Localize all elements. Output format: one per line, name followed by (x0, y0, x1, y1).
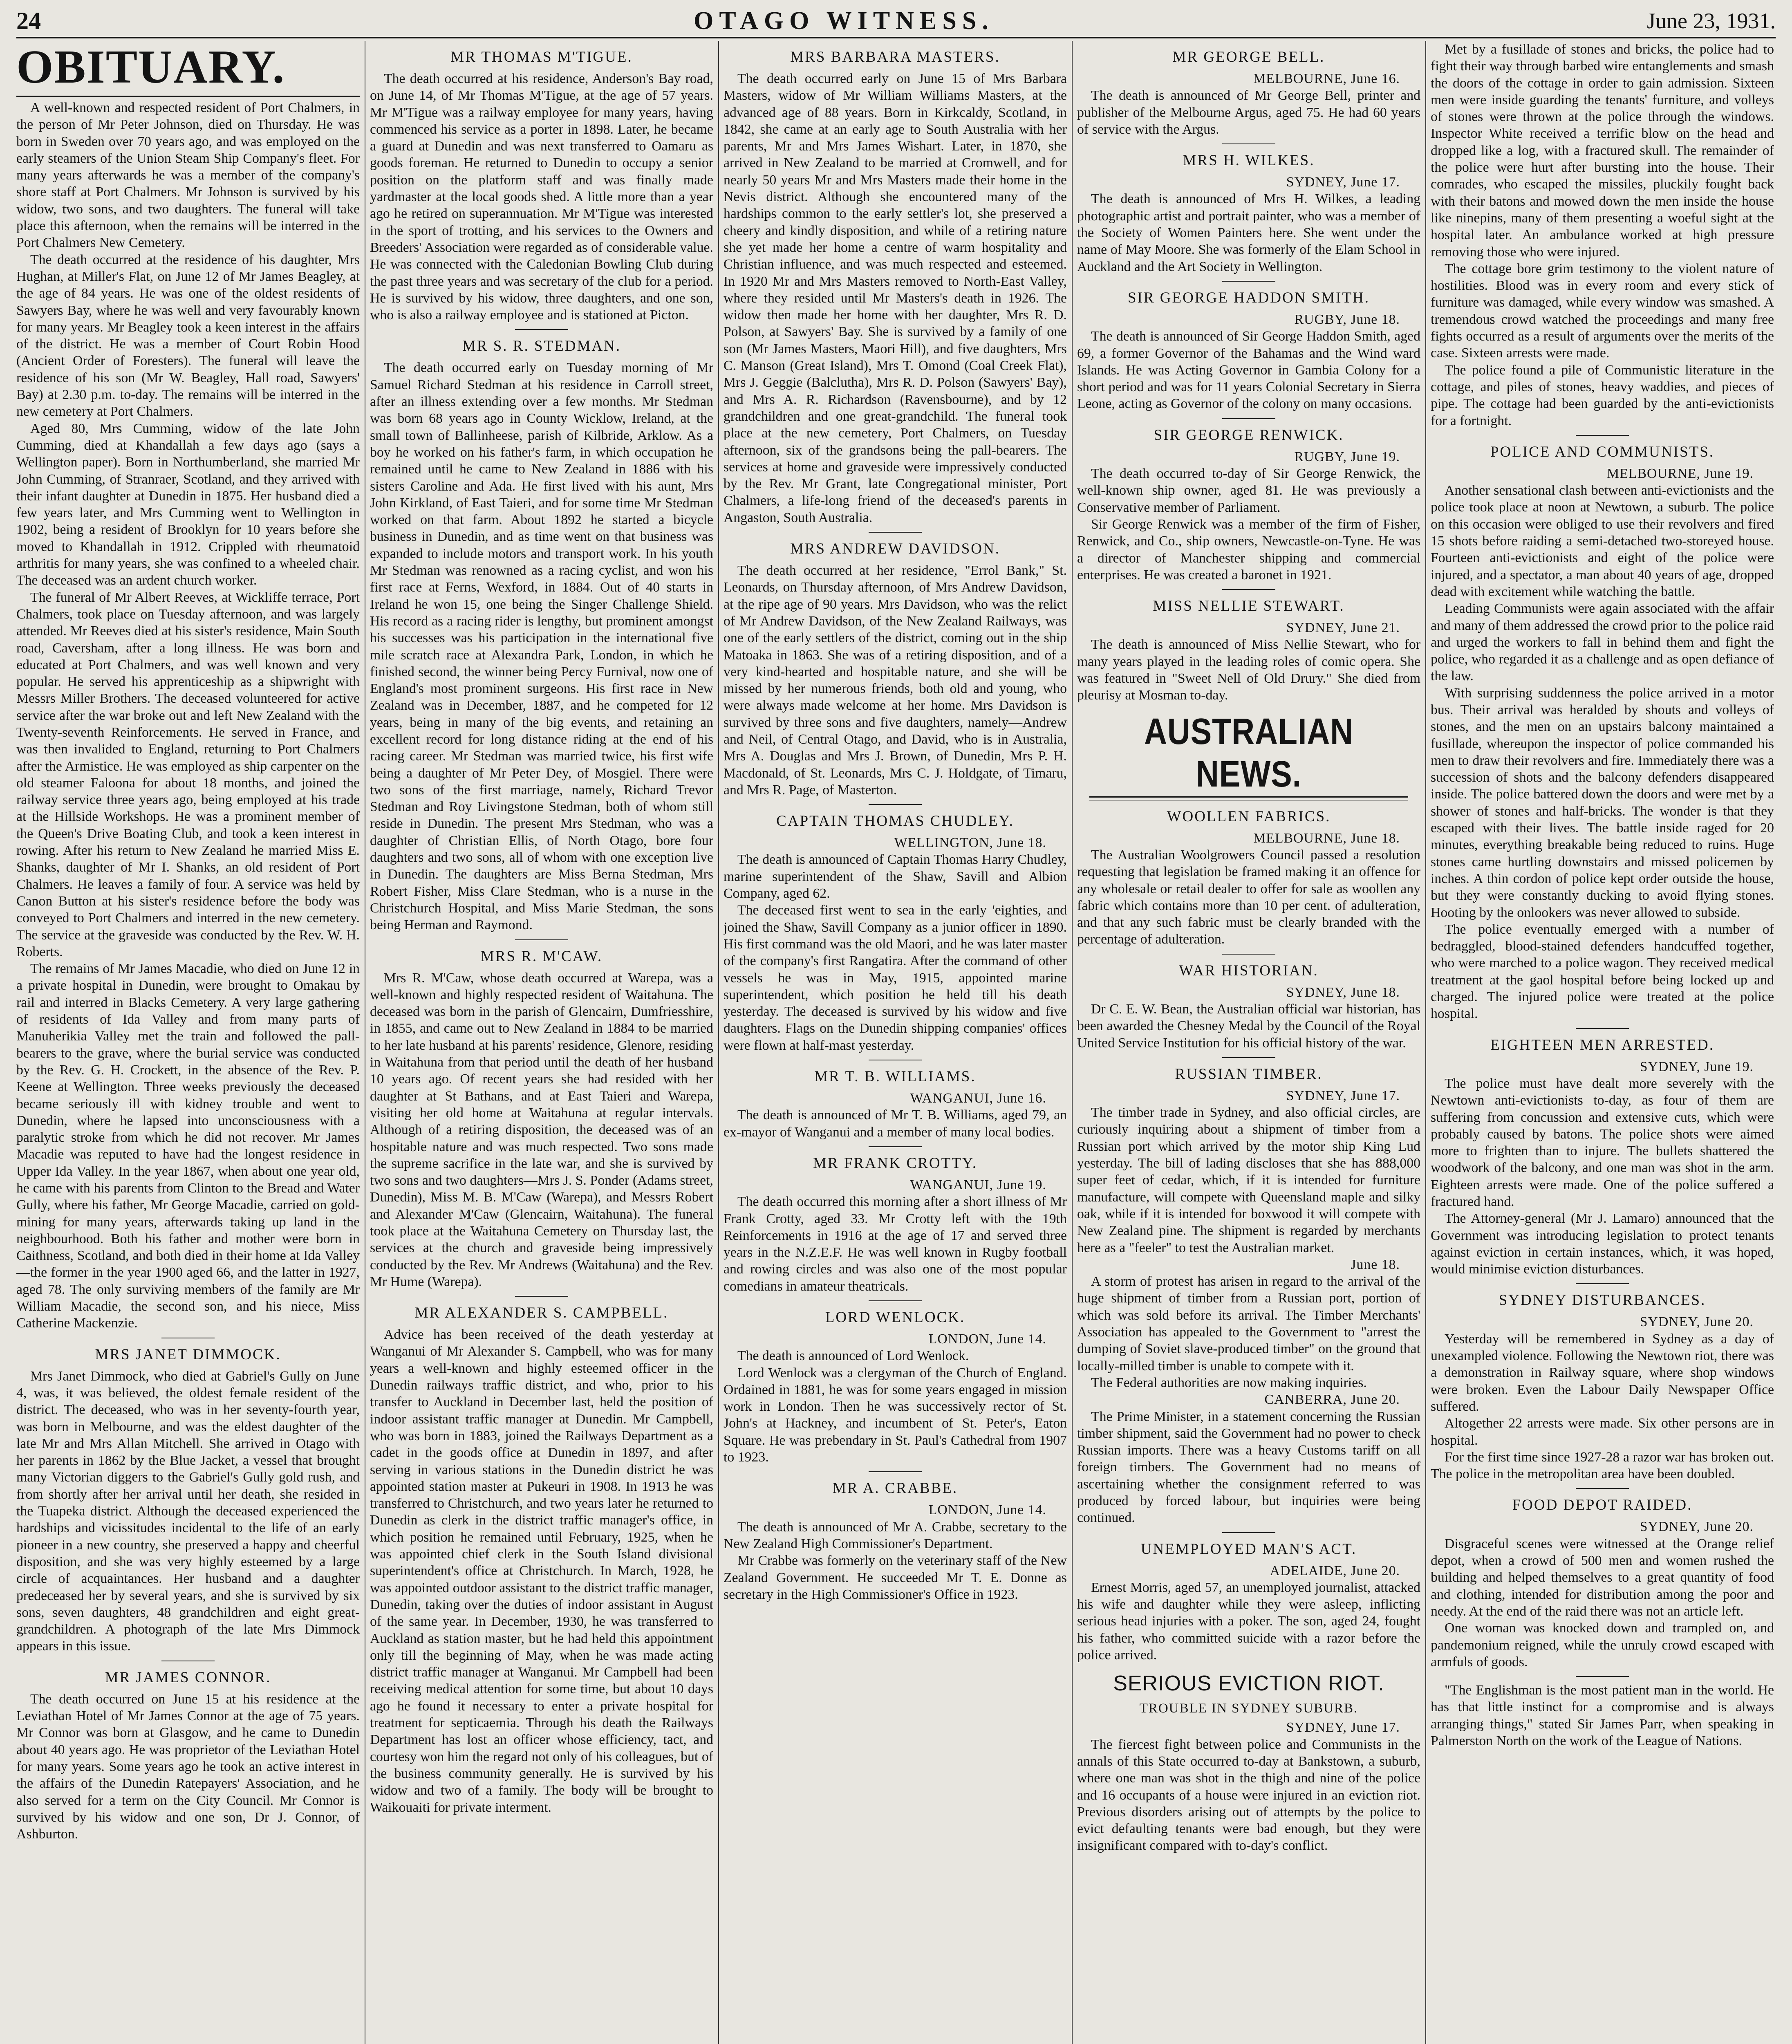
separator (1222, 954, 1275, 955)
australian-news-banner: AUSTRALIAN NEWS. (1144, 711, 1353, 795)
dateline: CANBERRA, June 20. (1264, 1392, 1400, 1407)
dateline: SYDNEY, June 20. (1640, 1519, 1754, 1535)
article-heading: SIR GEORGE HADDON SMITH. (1127, 289, 1370, 306)
separator (1222, 1057, 1275, 1058)
article-paragraph: The death occurred on June 15 at his residence at the Leviathan Hotel of Mr James Connor at the age of 75 years. Mr Connor was born at Glasgow, and he came to Dunedin about 40 years ago. He was proprietor of the Leviathan Hotel for many years. Some years ago he took an active interest in the affairs of the Dunedin Ratepayers' Association, and he also served for a term on the City Council. Mr Connor is survived by his widow and one son, Dr J. Connor, of Ashburton. (16, 1691, 360, 1842)
dateline: WANGANUI, June 16. (910, 1091, 1046, 1106)
article-heading: LORD WENLOCK. (825, 1309, 965, 1326)
dateline: LONDON, June 14. (928, 1502, 1046, 1518)
separator (869, 532, 922, 533)
separator (1222, 418, 1275, 419)
article-paragraph: The Australian Woolgrowers Council passed a resolution requesting that legislation be framed making it an offence for any wholesale or retail dealer to offer for sale as woollen any fabric which contains more than 10 per cent. of adulteration, and that any such fabric must be clearly branded with the percentage of adulteration. (1077, 847, 1420, 947)
article-paragraph: Ernest Morris, aged 57, an unemployed journalist, attacked his wife and daughter while they were asleep, inflicting serious head injuries with a poker. The son, aged 24, fought his father, who committed suicide with a razor before the police arrived. (1077, 1580, 1420, 1663)
article-heading: SYDNEY DISTURBANCES. (1499, 1292, 1706, 1309)
dateline: June 18. (1351, 1257, 1400, 1272)
article-paragraph: Advice has been received of the death yesterday at Wanganui of Mr Alexander S. Campbell, who was for many years a well-known and highly esteemed officer in the Dunedin railways traffic district, and who, prior to his transfer to Auckland in December last, held the position of indoor assistant traffic manager at Dunedin. Mr Campbell, who was born in 1883, joined the Railways Department as a cadet in the goods office at Dunedin in 1897, and after serving in various stations in the Dunedin district he was appointed station master at Pukeuri in 1908. In 1913 he was transferred to Christchurch, and two years later he returned to Dunedin as clerk in the district traffic manager's office, in which position he remained until February, 1925, when he was appointed chief clerk in the South Island divisional superintendent's office at Christchurch. In March, 1928, he was appointed outdoor assistant to the district traffic manager, Dunedin, taking over the duties of indoor assistant in August of the same year. In December, 1930, he was transferred to Auckland as station master, but he had held this appointment only till the beginning of May, when he was made acting district traffic manager at Wanganui. Mr Campbell had been receiving medical attention for some time, but about 10 days ago he found it necessary to enter a private hospital for treatment for septicaemia. Through his death the Railways Department has lost an officer whose efficiency, tact, and courtesy won him the regard not only of his colleagues, but of the business community generally. He is survived by his widow and two of a family. The body will be brought to Waikouaiti for private interment. (370, 1327, 713, 1815)
article-heading: MRS H. WILKES. (1183, 152, 1315, 169)
separator (1576, 1028, 1629, 1029)
dateline: WANGANUI, June 19. (910, 1177, 1046, 1192)
article-paragraph: Sir George Renwick was a member of the firm of Fisher, Renwick, and Co., ship owners, Newcastle-on-Tyne. He was a director of Manchester shipping and commercial enterprises. He was created a baronet in 1921. (1077, 516, 1420, 583)
article-paragraph: Dr C. E. W. Bean, the Australian official war historian, has been awarded the Chesney Medal by the Council of the Royal United Service Institution for his official history of the war. (1077, 1001, 1420, 1051)
article-paragraph: The death is announced of Miss Nellie Stewart, who for many years played in the leading roles of comic opera. She was featured in "Sweet Nell of Old Drury." She died from pleurisy at Mosman to-day. (1077, 637, 1420, 703)
column-1 (16, 41, 360, 2044)
article-paragraph: The death is announced of Mr T. B. Williams, aged 79, an ex-mayor of Wanganui and a member of many local bodies. (724, 1107, 1067, 1140)
masthead (16, 5, 1776, 38)
riot-headline: SERIOUS EVICTION RIOT. (1113, 1672, 1384, 1696)
obituary-paragraph: The remains of Mr James Macadie, who died on June 12 in a private hospital in Dunedin, were brought to Omakau by rail and interred in Blacks Cemetery. A very large gathering of residents of Ida Valley and from many parts of Manuherikia Valley met the train and followed the pall-bearers to the grave, where the burial service was conducted by the Rev. G. H. Crockett, in the absence of the Rev. P. Keene at Wellington. Three weeks previously the deceased became seriously ill with kidney trouble and went to Dunedin, where he lapsed into unconsciousness with a paralytic stroke from which he did not recover. Mr James Macadie was reputed to have had the longest residence in Upper Ida Valley. In the year 1867, when about one year old, he came with his parents from Clinton to the Bread and Water Gully, where his father, Mr George Macadie, carried on gold-mining for many years, afterwards taking up land in the neighbourhood. Both his father and mother were born in Caithness, Scotland, and both died in their home at Ida Valley—the former in the year 1900 aged 66, and the latter in 1927, aged 78. The only surviving members of the family are Mr William Macadie, the second son, and his niece, Miss Catherine Mackenzie. (16, 961, 360, 1331)
article-heading: MRS R. M'CAW. (480, 948, 603, 965)
article-paragraph: The timber trade in Sydney, and also official circles, are curiously inquiring about a shipment of timber from a Russian port which arrived by the motor ship King Lud yesterday. The bill of lading discloses that she has 888,000 super feet of cedar, which, if it is intended for furniture manufacture, will compete with Queensland maple and silky oak, while if it is intended for boxwood it will compete with New Zealand pine. The shipment is regarded by merchants here as a "feeler" to test the Australian market. (1077, 1105, 1420, 1255)
obituary-paragraph: A well-known and respected resident of Port Chalmers, in the person of Mr Peter Johnson, died on Thursday. He was born in Sweden over 70 years ago, and was employed on the early steamers of the Union Steam Ship Company's fleet. For many years afterwards he was a member of the company's shore staff at Port Chalmers. Mr Johnson is survived by his widow, two sons, and two daughters. The funeral will take place this afternoon, when the remains will be interred in the Port Chalmers New Cemetery. (16, 100, 360, 251)
article-paragraph: The police must have dealt more severely with the Newtown anti-evictionists to-day, as four of them are suffering from concussion and extensive cuts, which were probably caused by batons. The police shots were aimed more to frighten than to injure. The bullets shattered the woodwork of the balcony, and one man was shot in the arm. Eighteen arrests were made. One of the police suffered a fractured hand. (1431, 1076, 1774, 1209)
article-paragraph: The death occurred at his residence, Anderson's Bay road, on June 14, of Mr Thomas M'Tigue, at the age of 57 years. Mr M'Tigue was a railway employee for many years, having commenced his service as a porter in 1898. Later, he became a guard at Dunedin and was next transferred to Oamaru as goods foreman. He returned to Dunedin to occupy a senior position on the platform staff and was finally made yardmaster at the local goods shed. A little more than a year ago he retired on superannuation. Mr M'Tigue was interested in the sport of trotting, and his services to the Owners and Breeders' Association were regarded as of considerable value. He was connected with the Caledonian Bowling Club during the past three years and was secretary of the club for a period. He is survived by his widow, three daughters, and one son, who is also a railway employee and is stationed at Picton. (370, 71, 713, 323)
article-heading: MR FRANK CROTTY. (813, 1154, 977, 1172)
column-rule (1425, 41, 1426, 2044)
article-paragraph: The Attorney-general (Mr J. Lamaro) announced that the Government was introducing legislation to protect tenants against eviction in certain instances, which, it was hoped, would minimise eviction disturbances. (1431, 1211, 1774, 1277)
article-paragraph: The death is announced of Mr George Bell, printer and publisher of the Melbourne Argus, aged 75. He had 60 years of service with the Argus. (1077, 88, 1420, 137)
article-paragraph: Mrs Janet Dimmock, who died at Gabriel's Gully on June 4, was, it was believed, the oldest female resident of the district. The deceased, who was in her seventy-fourth year, was born in Melbourne, and was the eldest daughter of the late Mr and Mrs Allan Mitchell. She arrived in Otago with her parents in 1862 by the Blue Jacket, a vessel that brought many Victorian diggers to the Gabriel's Gully gold rush, and from shortly after her arrival until her death, she resided in the Tuapeka district. Although the deceased experienced the hardships and vicissitudes incidental to the life of an early pioneer in a new country, she preserved a happy and cheerful disposition, and she was very highly esteemed by a large circle of acquaintances. Her husband and a daughter predeceased her by several years, and she is survived by six sons, seven daughters, 48 grandchildren and eight great-grandchildren. A photograph of the late Mrs Dimmock appears in this issue. (16, 1368, 360, 1654)
column-4 (1077, 41, 1420, 2044)
closing-quote: "The Englishman is the most patient man in the world. He has that little instinct for a compromise and is always arranging things," stated Sir James Parr, when speaking in Palmerston North on the work of the League of Nations. (1431, 1683, 1774, 1749)
column-rule (1072, 41, 1073, 2044)
separator (1576, 1488, 1629, 1489)
separator (515, 329, 568, 330)
dateline: LONDON, June 14. (928, 1331, 1046, 1347)
issue-date: June 23, 1931. (1647, 9, 1776, 33)
article-paragraph: The police eventually emerged with a number of bedraggled, blood-stained defenders handcuffed together, who were marched to a police wagon. They received medical treatment at the gaol hospital before being locked up and charged. The injured police were treated at the police hospital. (1431, 921, 1774, 1022)
article-paragraph: One woman was knocked down and trampled on, and pandemonium reigned, while the unruly crowd escaped with armfuls of goods. (1431, 1620, 1774, 1670)
article-paragraph: For the first time since 1927-28 a razor war has broken out. The police in the metropolitan area have been doubled. (1431, 1449, 1774, 1482)
separator (869, 1146, 922, 1147)
separator (1222, 281, 1275, 282)
column-2 (370, 41, 713, 2044)
article-paragraph: Another sensational clash between anti-evictionists and the police took place at noon at Newtown, a suburb. The police on this occasion were obliged to use their revolvers and fired 15 shots before raiding a semi-detached two-storeyed house. Fourteen anti-evictionists and eight of the police were injured, and a spectator, a man about 40 years of age, dropped dead with excitement while watching the battle. (1431, 483, 1774, 599)
dateline: SYDNEY, June 17. (1286, 175, 1400, 190)
separator (869, 1471, 922, 1472)
banner-rule (1089, 796, 1408, 800)
dateline: SYDNEY, June 21. (1286, 620, 1400, 636)
article-paragraph: With surprising suddenness the police arrived in a motor bus. Their arrival was heralded by shouts and volleys of stones, and the men on an upstairs balcony maintained a fusillade, whereupon the inspector of police commanded his men to draw their revolvers and fire. Immediately there was a succession of shots and the balcony defenders disappeared inside. The police battered down the doors and were met by a shower of stones and half-bricks. The wonder is that they escaped with their lives. The battle inside raged for 20 minutes, everything breakable being reduced to ruins. Huge stones came hurtling downstairs and missed policemen by inches. A thin cordon of police kept order outside the house, but they were constantly ducking to avoid flying stones. Hooting by the onlookers was never allowed to subside. (1431, 685, 1774, 920)
separator (1222, 143, 1275, 144)
article-paragraph: The death occurred at her residence, "Errol Bank," St. Leonards, on Thursday afternoon, of Mrs Andrew Davidson, at the ripe age of 90 years. Mrs Davidson, who was the relict of Mr Andrew Davidson, of the New Zealand Railways, was one of the early settlers of the district, coming out in the ship Matoaka in 1863. She was of a retiring disposition, and of a very kind-hearted and hospitable nature, and she will be missed by her numerous friends, both old and young, who were always made welcome at her home. Mrs Davidson is survived by three sons and five daughters, namely—Andrew and Neil, of Central Otago, and David, who is in Australia, Mrs A. Douglas and Mrs J. Brown, of Dunedin, Mrs P. H. Macdonald, of St. Leonards, Mrs C. J. Holdgate, of Timaru, and Mrs R. Page, of Masterton. (724, 563, 1067, 798)
article-paragraph: Disgraceful scenes were witnessed at the Orange relief depot, when a crowd of 500 men and women rushed the building and helped themselves to a great quantity of food and clothing, intended for distribution among the poor and needy. At the end of the raid there was not an article left. (1431, 1536, 1774, 1619)
article-heading: MR A. CRABBE. (832, 1480, 958, 1497)
article-paragraph: The death occurred early on Tuesday morning of Mr Samuel Richard Stedman at his residence in Carroll street, after an illness extending over a few months. Mr Stedman was born 68 years ago in County Wicklow, Ireland, at the small town of Ballinheese, parish of Kilbride, Arklow. As a boy he worked on his father's farm, in which occupation he remained until he came to New Zealand in 1886 with his sisters Caroline and Ada. He first lived with his aunt, Mrs John Kirkland, of East Taieri, and for some time Mr Stedman worked on that farm. About 1892 he started a bicycle business in Dunedin, and as time went on that business was expanded to include motors and transport work. In his youth Mr Stedman was renowned as a racing cyclist, and won his first race at Ferns, Wexford, in 1884. Out of 40 starts in Ireland he won 15, one being the Singer Challenge Shield. His record as a racing rider is lengthy, but prominent amongst his successes was his participation in the international five mile scratch race at Alexandra Park, London, in which he finished second, the winner being Percy Furnival, now one of England's most prominent surgeons. His first race in New Zealand was in December, 1887, and he competed for 12 years, being in many of the big events, and retaining an excellent record for long distance riding at the end of his racing career. Mr Stedman was married twice, his first wife being a daughter of Mr Peter Dey, of Mosgiel. There were two sons of the first marriage, namely, Richard Trevor Stedman and Roy Livingstone Stedman, both of whom still reside in Dunedin. The present Mrs Stedman, who was a daughter of Christian Ellis, of North Otago, bore four daughters and two sons, all of whom with one exception live in Dunedin. The daughters are Miss Berna Stedman, Mrs Robert Fisher, Miss Clare Stedman, who is a nurse in the Christchurch Hospital, and Miss Marie Stedman, the sons being Herman and Raymond. (370, 360, 713, 933)
obituary-paragraph: Aged 80, Mrs Cumming, widow of the late John Cumming, died at Khandallah a few days ago (says a Wellington paper). Born in Northumberland, she married Mr John Cumming, of Stranraer, Scotland, and they arrived with their infant daughter at Dunedin in 1875. Her husband died a few years later, and Mrs Cumming went to Wellington in 1902, being a resident of Brooklyn for 10 years before she moved to Khandallah in 1912. Crippled with rheumatoid arthritis for many years, she was confined to a wheeled chair. The deceased was an ardent church worker. (16, 421, 360, 588)
article-heading: WOOLLEN FABRICS. (1167, 808, 1331, 825)
article-paragraph: The death is announced of Mrs H. Wilkes, a leading photographic artist and portrait painter, who was a member of the Society of Women Painters here. She went under the name of May Moore. She was formerly of the Elam School in Auckland and the Art Society in Wellington. (1077, 191, 1420, 274)
dateline: MELBOURNE, June 19. (1607, 466, 1754, 481)
dateline: SYDNEY, June 17. (1286, 1088, 1400, 1103)
article-paragraph: Altogether 22 arrests were made. Six other persons are in hospital. (1431, 1416, 1774, 1448)
article-heading: SIR GEORGE RENWICK. (1154, 426, 1344, 444)
dateline: SYDNEY, June 18. (1286, 984, 1400, 1000)
article-paragraph: The police found a pile of Communistic literature in the cottage, and piles of stones, heavy waddies, and pieces of pipe. The cottage had been guarded by the anti-evictionists for a fortnight. (1431, 362, 1774, 428)
article-heading: POLICE AND COMMUNISTS. (1490, 443, 1715, 460)
article-heading: MR ALEXANDER S. CAMPBELL. (414, 1304, 669, 1322)
newspaper-title: OTAGO WITNESS. (694, 7, 994, 35)
article-paragraph: The death is announced of Mr A. Crabbe, secretary to the New Zealand High Commissioner's Department. (724, 1519, 1067, 1551)
dateline: WELLINGTON, June 18. (894, 835, 1046, 851)
article-heading: MRS BARBARA MASTERS. (790, 49, 1000, 65)
article-paragraph: Yesterday will be remembered in Sydney as a day of unexampled violence. Following the Newtown riot, there was a demonstration in Railway square, where shop windows were broken. Even the Labour Daily Newspaper Office suffered. (1431, 1331, 1774, 1414)
dateline: ADELAIDE, June 20. (1270, 1563, 1400, 1578)
dateline: SYDNEY, June 19. (1640, 1059, 1754, 1074)
article-paragraph: The deceased first went to sea in the early 'eighties, and joined the Shaw, Savill Company as a junior officer in 1890. His first command was the old Maori, and he was later master of the company's first Rangatira. After the command of other vessels he was in May, 1915, appointed marine superintendent, which position he held till his death yesterday. The deceased is survived by his widow and five daughters. Flags on the Dunedin shipping companies' offices were flown at half-mast yesterday. (724, 903, 1067, 1053)
obituary-paragraph: The death occurred at the residence of his daughter, Mrs Hughan, at Miller's Flat, on June 12 of Mr James Beagley, at the age of 84 years. He was one of the oldest residents of Sawyers Bay, where he was well and very favourably known for many years. Mr Beagley took a keen interest in the affairs of the district. He was a member of Court Robin Hood (Ancient Order of Foresters). The funeral will leave the residence of his son (Mr W. Beagley, Hall road, Sawyers' Bay) at 2.30 p.m. to-day. The remains will be interred in the new cemetery at Port Chalmers. (16, 252, 360, 419)
separator (1576, 1676, 1629, 1677)
riot-subheading: TROUBLE IN SYDNEY SUBURB. (1139, 1701, 1358, 1716)
separator (515, 939, 568, 940)
dateline: SYDNEY, June 20. (1640, 1314, 1754, 1330)
article-heading: MRS ANDREW DAVIDSON. (790, 540, 1000, 558)
article-paragraph: The death is announced of Lord Wenlock. (737, 1348, 969, 1364)
dateline: SYDNEY, June 17. (1286, 1720, 1400, 1735)
page-number: 24 (16, 7, 41, 34)
separator (515, 1296, 568, 1297)
article-heading: EIGHTEEN MEN ARRESTED. (1490, 1036, 1714, 1053)
article-paragraph: The death occurred this morning after a short illness of Mr Frank Crotty, aged 33. Mr Crotty left with the 19th Reinforcements in 1916 at the age of 17 and served three years in the N.Z.E.F. He was well known in Rugby football and rowing circles and was also one of the most popular comedians in amateur theatricals. (724, 1194, 1067, 1294)
article-paragraph: Mrs R. M'Caw, whose death occurred at Warepa, was a well-known and highly respected resident of Waitahuna. The deceased was born in the parish of Glencairn, Dumfriesshire, in 1855, and came out to New Zealand in 1884 to be married to her late husband at his parents' residence, Glenore, residing in Waitahuna from that period until the death of her husband 10 years ago. Of recent years she had resided with her daughter at St Bathans, and at East Taieri and Warepa, visiting her old home at Waitahuna at regular intervals. Although of a retiring disposition, the deceased was of an hospitable nature and was much respected. Two sons made the supreme sacrifice in the late war, and she is survived by two sons and two daughters—Mrs J. S. Ponder (Adams street, Dunedin), Miss M. B. M'Caw (Warepa), and Messrs Robert and Alexander M'Caw (Glencairn, Waitahuna). The funeral took place at the Waitahuna Cemetery on Thursday last, the services at the church and graveside being impressively conducted by the Rev. Mr Andrews (Waitahuna) and the Rev. Mr Hume (Warepa). (370, 970, 713, 1289)
article-heading: MR JAMES CONNOR. (105, 1669, 271, 1686)
article-heading: MRS JANET DIMMOCK. (95, 1346, 281, 1363)
obituary-paragraph: The funeral of Mr Albert Reeves, at Wickliffe terrace, Port Chalmers, took place on Tuesday afternoon, and was largely attended. Mr Reeves died at his sister's residence, Main South road, Caversham, after a long illness. He was born and educated at Port Chalmers, and was well known and very popular. He served his apprenticeship as a shipwright with Messrs Miller Brothers. The deceased volunteered for active service after the war broke out and left New Zealand with the Twenty-seventh Reinforcements. He served in France, and was then invalided to England, returning to Port Chalmers after the Armistice. He was employed as ship carpenter on the old steamer Faloona for about 18 months, and joined the railway service three years ago, being employed at his trade at the Hillside Workshops. He was a prominent member of the Queen's Drive Boating Club, and took a keen interest in rowing. After his return to New Zealand he married Miss E. Shanks, daughter of Mr I. Shanks, an old resident of Port Chalmers. He leaves a family of four. A service was held by Canon Button at his sister's residence before the body was conveyed to Port Chalmers and interred in the new cemetery. The service at the graveside was conducted by the Rev. W. H. Roberts. (16, 589, 360, 959)
columns (16, 41, 1778, 2044)
article-heading: MR T. B. WILLIAMS. (814, 1068, 976, 1085)
article-paragraph: The death is announced of Sir George Haddon Smith, aged 69, a former Governor of the Bahamas and the Wind ward Islands. He was Acting Governor in Gambia Colony for a short period and was for 11 years Colonial Secretary in Sierra Leone, acting as Governor of the colony on many occasions. (1077, 329, 1420, 412)
separator (1576, 1283, 1629, 1284)
article-heading: MR THOMAS M'TIGUE. (450, 49, 633, 65)
dateline: RUGBY, June 19. (1294, 449, 1400, 464)
article-paragraph: The Federal authorities are now making inquiries. (1091, 1375, 1367, 1390)
dateline: RUGBY, June 18. (1294, 312, 1400, 327)
article-paragraph: The cottage bore grim testimony to the violent nature of hostilities. Blood was in every room and every stick of furniture was damaged, while every window was smashed. A tremendous crowd watched the proceedings and many free fights occurred as a result of arguments over the merits of the case. Sixteen arrests were made. (1431, 261, 1774, 361)
column-rule (718, 41, 719, 2044)
column-5 (1431, 41, 1774, 2044)
separator (869, 804, 922, 805)
article-paragraph: The death occurred to-day of Sir George Renwick, the well-known ship owner, aged 81. He was previously a Conservative member of Parliament. (1077, 466, 1420, 515)
article-paragraph: Leading Communists were again associated with the affair and many of them addressed the crowd prior to the police raid and urged the workers to fall in behind them and fight the police, who regarded it as a challenge and as open defiance of the law. (1431, 601, 1774, 684)
article-heading: MR S. R. STEDMAN. (462, 338, 621, 355)
article-heading: MISS NELLIE STEWART. (1153, 598, 1345, 615)
article-paragraph: A storm of protest has arisen in regard to the arrival of the huge shipment of timber from a Russian port, portion of which was sold before its arrival. The Timber Merchants' Association has appealed to the Government to "arrest the dumping of Soviet slave-produced timber" on the ground that locally-milled timber is unable to compete with it. (1077, 1274, 1420, 1374)
separator (1222, 589, 1275, 590)
article-heading: UNEMPLOYED MAN'S ACT. (1140, 1540, 1357, 1558)
dateline: MELBOURNE, June 16. (1253, 71, 1400, 86)
article-heading: WAR HISTORIAN. (1179, 962, 1319, 979)
article-paragraph: The death is announced of Captain Thomas Harry Chudley, marine superintendent of the Shaw, Savill and Albion Company, aged 62. (724, 852, 1067, 901)
article-paragraph: Mr Crabbe was formerly on the veterinary staff of the New Zealand Government. He succeeded Mr T. E. Donne as secretary in the High Commissioner's Office in 1923. (724, 1553, 1067, 1602)
separator (869, 1300, 922, 1301)
article-heading: FOOD DEPOT RAIDED. (1512, 1497, 1693, 1514)
obituary-heading: OBITUARY. (16, 41, 360, 97)
separator (1222, 1532, 1275, 1533)
dateline: MELBOURNE, June 18. (1253, 830, 1400, 846)
article-paragraph: Met by a fusillade of stones and bricks, the police had to fight their way through barbed wire entanglements and smash the doors of the cottage in order to gain admission. Sixteen men were inside guarding the tenants' furniture, and volleys of stones were thrown at the police through the windows. Inspector White received a terrific blow on the head and dropped like a log, with a fractured skull. The remainder of the police were hurt after bursting into the house. Their comrades, who escaped the missiles, pluckily fought back with their batons and mowed down the men inside the house like ninepins, many of them presenting a woeful sight at the hospital later. An ambulance worked at high pressure removing those who were injured. (1431, 42, 1774, 260)
column-3 (724, 41, 1067, 2044)
article-paragraph: The Prime Minister, in a statement concerning the Russian timber shipment, said the Government had no power to check Russian imports. There was a heavy Customs tariff on all foreign timbers. The Government had no means of ascertaining whether the consignment referred to was produced by forced labour, but inquiries were being continued. (1077, 1409, 1420, 1526)
article-heading: MR GEORGE BELL. (1172, 49, 1325, 65)
article-heading: CAPTAIN THOMAS CHUDLEY. (776, 813, 1014, 830)
article-paragraph: The fiercest fight between police and Communists in the annals of this State occurred to-day at Bankstown, a suburb, where one man was shot in the thigh and nine of the police and 16 occupants of a house were injured in an eviction riot. Previous disorders arising out of attempts by the police to evict defaulting tenants were bad enough, but they were insignificant compared with to-day's conflict. (1077, 1737, 1420, 1853)
separator (1576, 435, 1629, 436)
article-paragraph: Lord Wenlock was a clergyman of the Church of England. Ordained in 1881, he was for some years engaged in mission work in London. Then he was successively rector of St. John's at Hackney, and incumbent of St. Peter's, Eaton Square. He was prebendary in St. Paul's Cathedral from 1907 to 1923. (724, 1365, 1067, 1465)
article-paragraph: The death occurred early on June 15 of Mrs Barbara Masters, widow of Mr William Williams Masters, at the advanced age of 88 years. Born in Kirkcaldy, Scotland, in 1842, she came at an early age to South Australia with her parents, Mr and Mrs James Wishart. Later, in 1870, she arrived in New Zealand to be married at Cromwell, and for nearly 50 years Mr and Mrs Masters made their home in the Nevis district. Although she encountered many of the hardships common to the early settler's lot, she preserved a cheery and kindly disposition, and while of a retiring nature she yet made her home a centre of warm hospitality and Christian influence, and was much respected and esteemed. In 1920 Mr and Mrs Masters removed to North-East Valley, where they resided until Mr Masters's death in 1926. The widow then made her home with her daughter, Mrs R. D. Polson, at Sawyers' Bay. She is survived by a family of one son (Mr James Masters, Maori Hill), and five daughters, Mrs C. Manson (Great Island), Mrs T. Omond (Coal Creek Flat), Mrs J. Geggie (Balclutha), Mrs R. D. Polson (Sawyers' Bay), and Mrs A. R. Richardson (Ravensbourne), and by 12 grandchildren and one great-grandchild. The funeral took place at the new cemetery, Port Chalmers, on Tuesday afternoon, six of the grandsons being the pall-bearers. The services at home and graveside were impressively conducted by the Rev. Mr Grant, late Congregational minister, Port Chalmers, a life-long friend of the deceased's parents in Angaston, South Australia. (724, 71, 1067, 525)
article-heading: RUSSIAN TIMBER. (1175, 1065, 1323, 1083)
